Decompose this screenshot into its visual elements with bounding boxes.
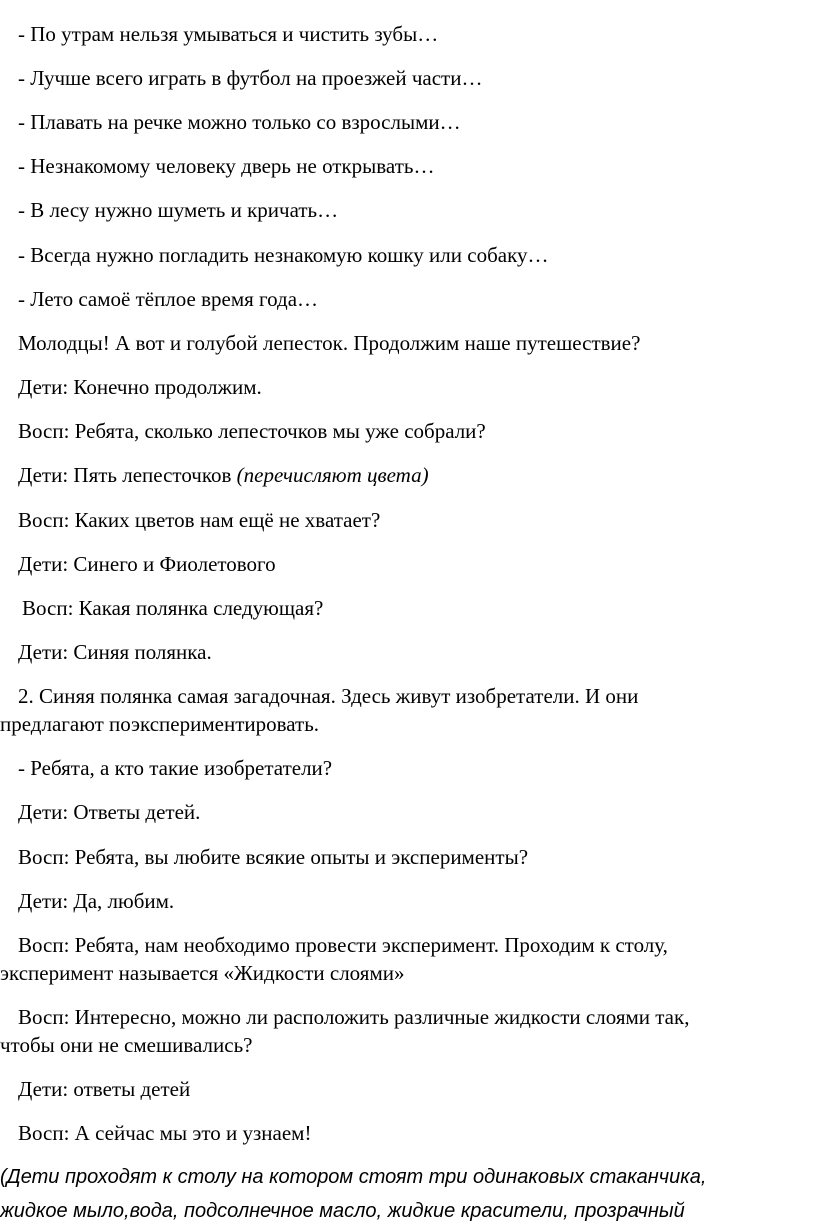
- text-line: - По утрам нельзя умываться и чистить зубы…: [18, 22, 439, 46]
- text-line: Молодцы! А вот и голубой лепесток. Продолжим наше путешествие?: [18, 331, 641, 355]
- text-line: Восп: Какая полянка следующая?: [22, 596, 324, 620]
- italic-remark: (перечисляют цвета): [236, 463, 429, 487]
- text-line: - Незнакомому человеку дверь не открывать…: [18, 154, 435, 178]
- text-line: - Лучше всего играть в футбол на проезжей части…: [18, 66, 483, 90]
- text-line: Восп: Ребята, вы любите всякие опыты и эксперименты?: [18, 845, 529, 869]
- paragraph-line-1: Восп: Интересно, можно ли расположить различные жидкости слоями так,: [18, 1005, 690, 1029]
- text-line: - Ребята, а кто такие изобретатели?: [18, 756, 333, 780]
- paragraph-line-2: эксперимент называется «Жидкости слоями»: [0, 961, 405, 985]
- text-line: [0, 461, 816, 489]
- text-line: Дети: Конечно продолжим.: [18, 375, 262, 399]
- text-line: - Плавать на речке можно только со взрослыми…: [18, 110, 461, 134]
- text-line: - Всегда нужно погладить незнакомую кошку или собаку…: [18, 243, 549, 267]
- italic-paragraph-line-1: (Дети проходят к столу на котором стоят три одинаковых стаканчика,: [0, 1166, 707, 1188]
- text-line: - В лесу нужно шуметь и кричать…: [18, 198, 339, 222]
- italic-paragraph-line-2: жидкое мыло,вода, подсолнечное масло, жидкие красители, прозрачный: [0, 1200, 685, 1222]
- text-line: Дети: Синего и Фиолетового: [18, 552, 276, 576]
- text-line: Дети: ответы детей: [18, 1077, 191, 1101]
- text-line: Восп: А сейчас мы это и узнаем!: [18, 1121, 312, 1145]
- text-line: Восп: Ребята, сколько лепесточков мы уже собрали?: [18, 419, 486, 443]
- text-line: Дети: Да, любим.: [18, 889, 175, 913]
- paragraph-line-2: предлагают поэкспериментировать.: [0, 712, 320, 736]
- text-line: Дети: Синяя полянка.: [18, 640, 212, 664]
- text-line: Восп: Каких цветов нам ещё не хватает?: [18, 508, 381, 532]
- speaker-text: Дети: Пять лепесточков: [18, 463, 237, 487]
- paragraph-line-2: чтобы они не смешивались?: [0, 1033, 253, 1057]
- paragraph-line-1: Восп: Ребята, нам необходимо провести эксперимент. Проходим к столу,: [18, 933, 668, 957]
- text-line: Дети: Ответы детей.: [18, 800, 201, 824]
- paragraph-line-1: 2. Синяя полянка самая загадочная. Здесь живут изобретатели. И они: [18, 684, 639, 708]
- text-line: - Лето самоё тёплое время года…: [18, 287, 319, 311]
